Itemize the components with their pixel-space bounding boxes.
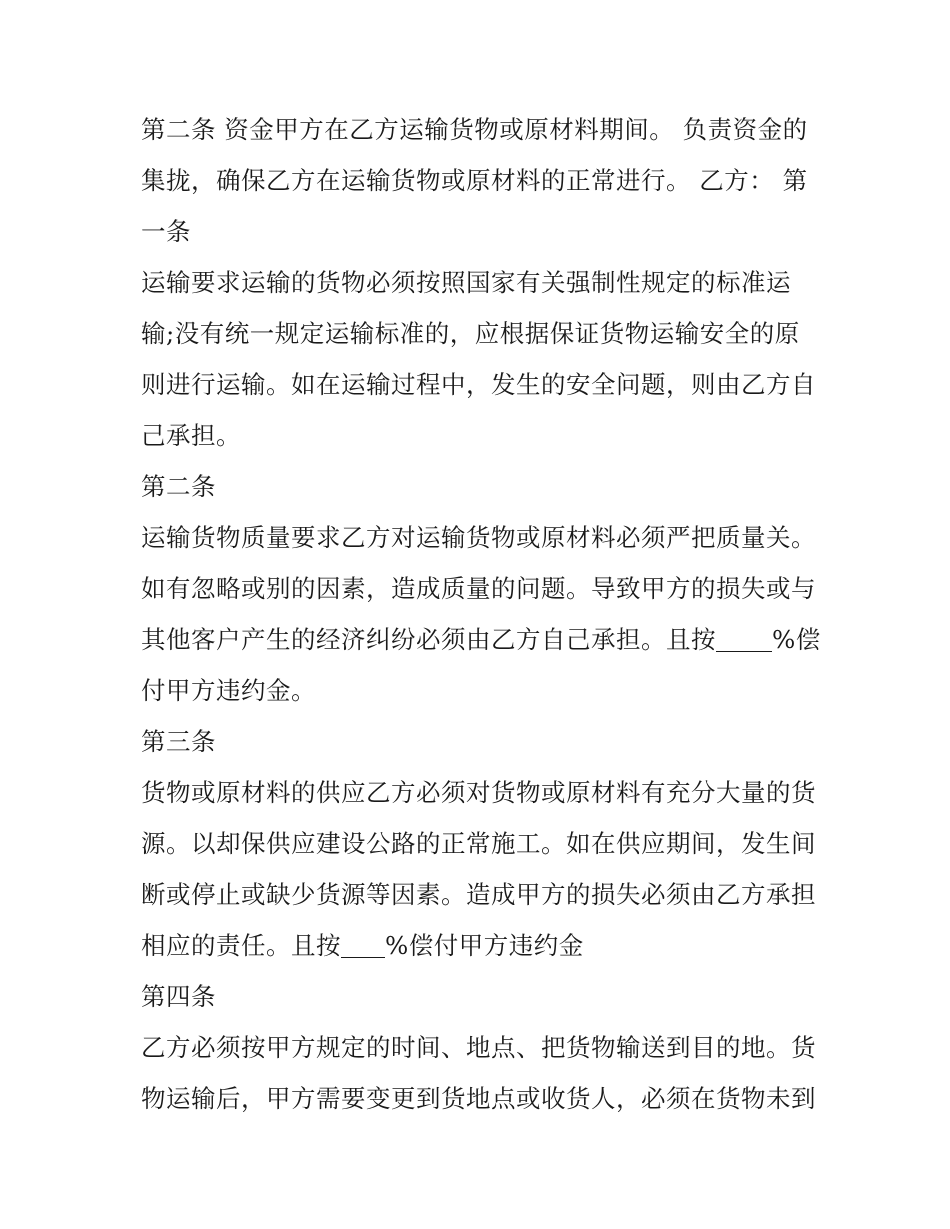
paragraph-supply — [141, 767, 821, 971]
document-body — [141, 104, 821, 1124]
paragraph-article-2-funds: 第二条 资金甲方在乙方运输货物或原材料期间。 负责资金的集拢，确保乙方在运输货物或原材料的正常进行。 乙方： 第一条 — [141, 115, 808, 246]
blank-line — [341, 933, 385, 958]
paragraph-quality-text: 运输货物质量要求乙方对运输货物或原材料必须严把质量关。如有忽略或别的因素，造成质量的问题。导致甲方的损失或与其他客户产生的经济纠纷必须由乙方自己承担。且按 — [141, 523, 816, 654]
heading-article-4: 第四条 — [141, 982, 216, 1011]
paragraph-supply-text-end: %偿付甲方违约金 — [385, 931, 584, 960]
paragraph-delivery: 乙方必须按甲方规定的时间、地点、把货物输送到目的地。货物运输后，甲方需要变更到货地点或收货人，必须在货物未到 — [141, 1033, 816, 1113]
paragraph-transport-requirements: 运输要求运输的货物必须按照国家有关强制性规定的标准运输;没有统一规定运输标准的，应根据保证货物运输安全的原则进行运输。如在运输过程中，发生的安全问题，则由乙方自己承担。 — [141, 268, 816, 450]
paragraph-supply-text: 货物或原材料的供应乙方必须对货物或原材料有充分大量的货源。以却保供应建设公路的正常施工。如在供应期间，发生间断或停止或缺少货源等因素。造成甲方的损失必须由乙方承担相应的责任。且按 — [141, 778, 816, 960]
heading-article-3: 第三条 — [141, 727, 216, 756]
blank-line — [716, 627, 772, 652]
heading-article-2: 第二条 — [141, 472, 216, 501]
paragraph-quality-text-end: %偿付甲方违约金。 — [141, 625, 821, 705]
paragraph-quality-requirements — [141, 512, 821, 716]
